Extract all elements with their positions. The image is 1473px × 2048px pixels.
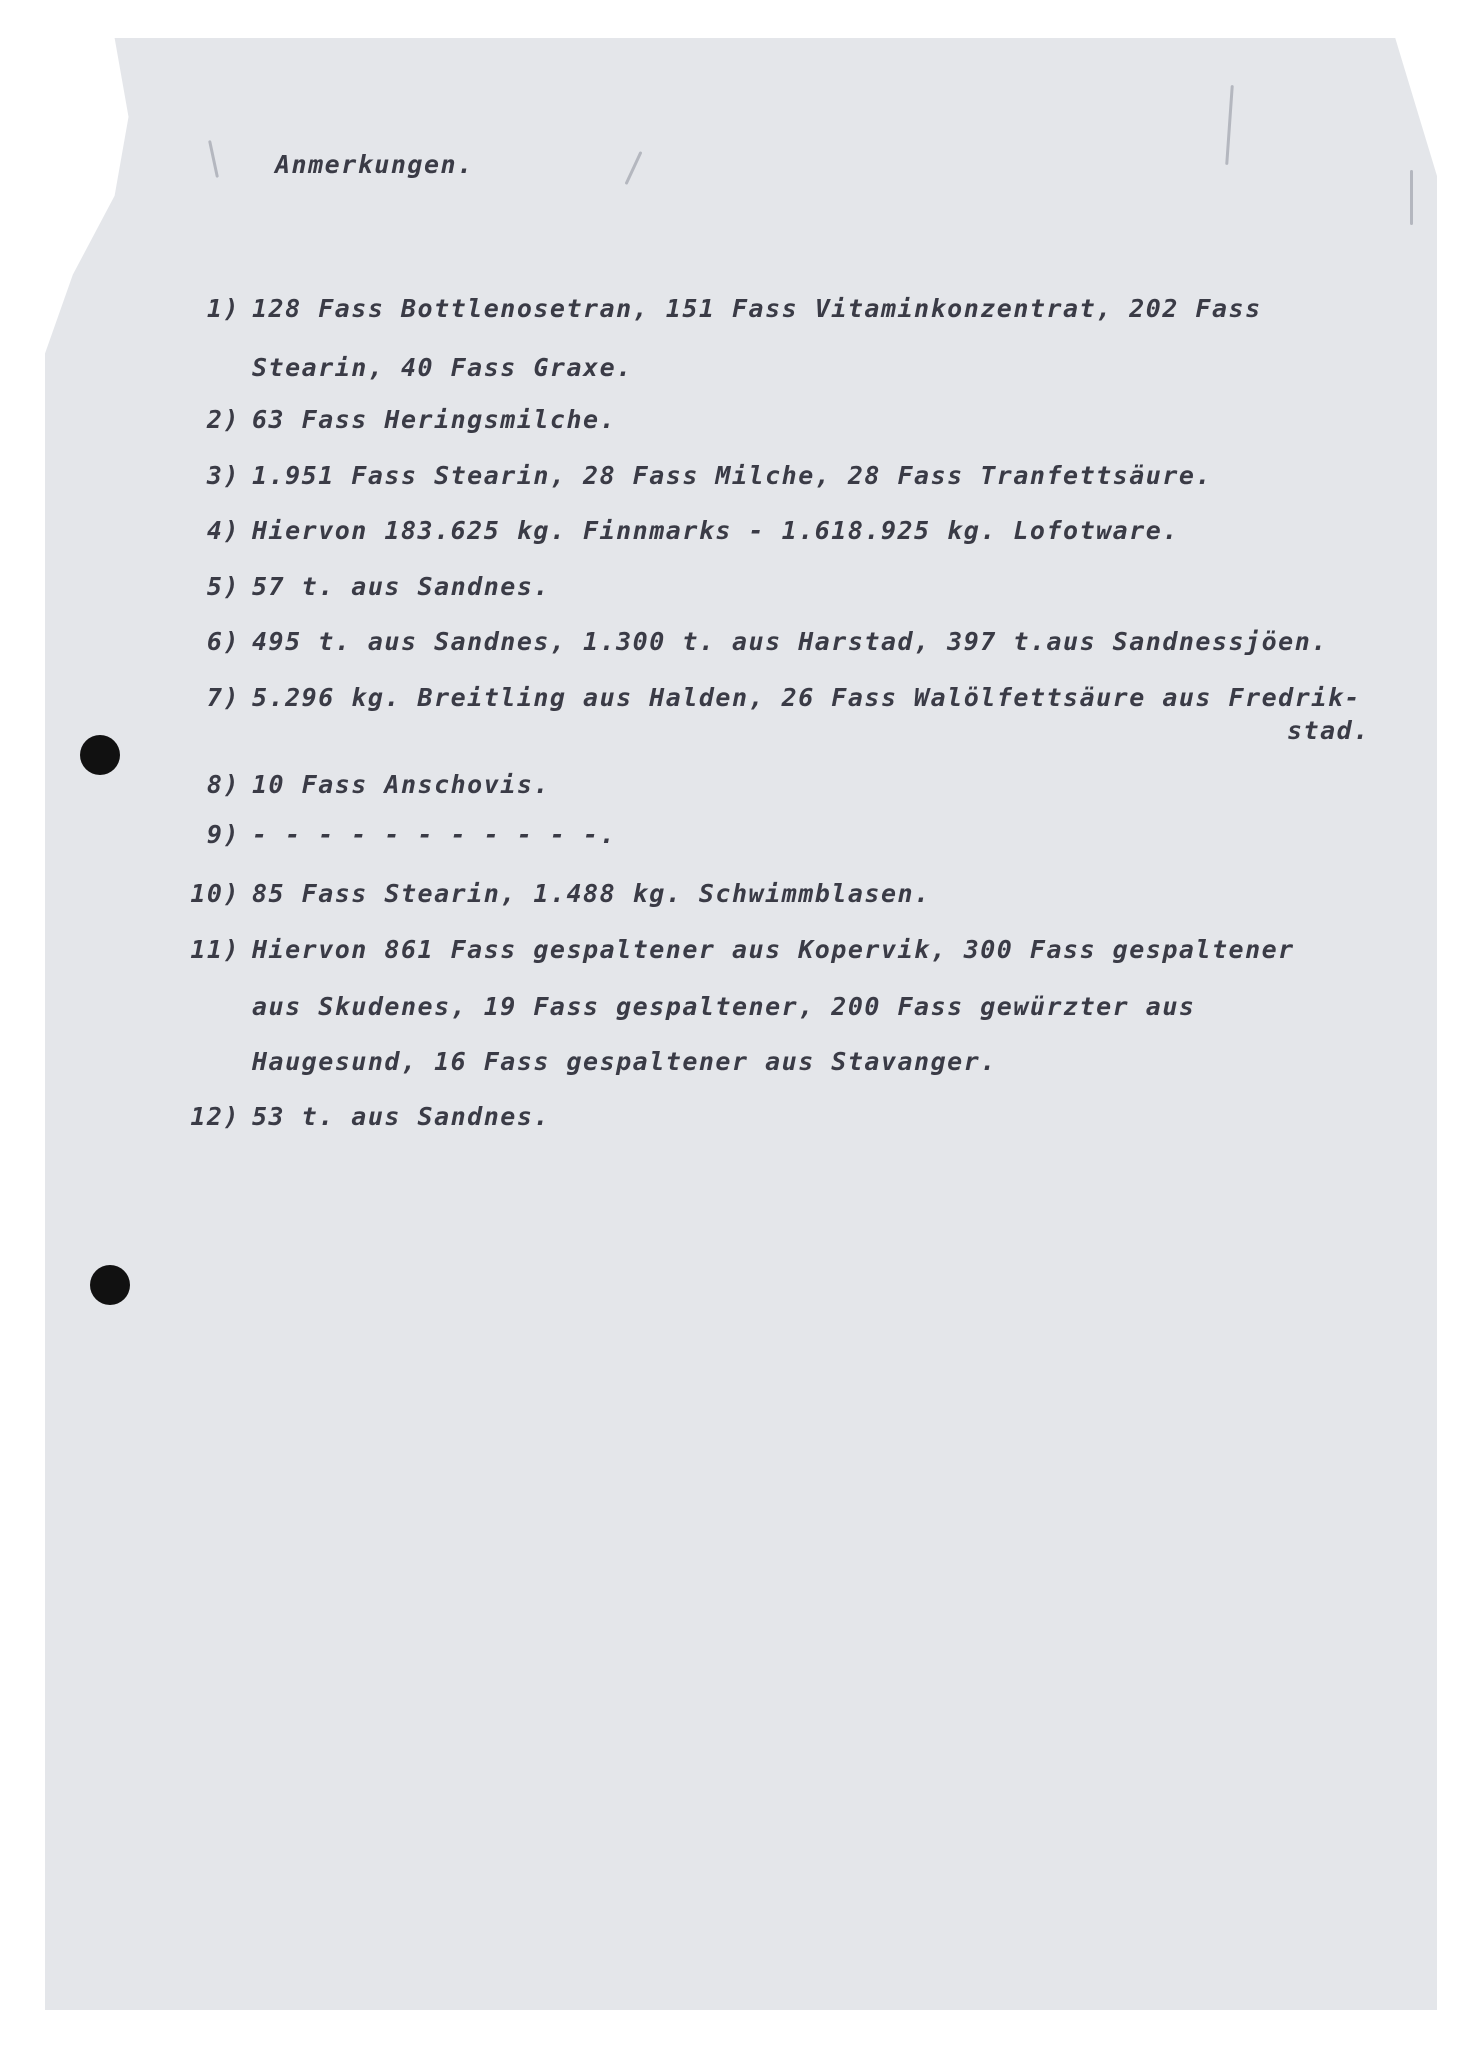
note-text: 63 Fass Heringsmilche. bbox=[252, 405, 617, 434]
note-9 bbox=[170, 820, 616, 850]
note-text: 1.951 Fass Stearin, 28 Fass Milche, 28 Fass Tranfettsäure. bbox=[252, 461, 1212, 490]
note-11-line-3: Haugesund, 16 Fass gespaltener aus Stavanger. bbox=[252, 1047, 997, 1076]
note-6 bbox=[170, 627, 1328, 657]
pencil-mark bbox=[1410, 170, 1413, 225]
note-number: 10) bbox=[190, 879, 240, 908]
note-number: 5) bbox=[206, 572, 240, 601]
note-4 bbox=[170, 516, 1179, 546]
note-text: 10 Fass Anschovis. bbox=[252, 770, 550, 799]
note-text: 5.296 kg. Breitling aus Halden, 26 Fass Walölfettsäure aus Fredrik- bbox=[252, 683, 1361, 712]
note-7-line-1 bbox=[170, 683, 1361, 713]
note-number: 3) bbox=[206, 461, 240, 490]
punch-hole bbox=[90, 1265, 130, 1305]
note-12 bbox=[170, 1102, 550, 1132]
note-number: 1) bbox=[206, 294, 240, 323]
note-text: - - - - - - - - - - -. bbox=[252, 820, 617, 849]
page-heading: Anmerkungen. bbox=[275, 150, 474, 179]
note-1-line-2: Stearin, 40 Fass Graxe. bbox=[252, 353, 633, 382]
note-text: 53 t. aus Sandnes. bbox=[252, 1102, 550, 1131]
note-number: 2) bbox=[206, 405, 240, 434]
note-number: 11) bbox=[190, 935, 240, 964]
note-11-line-1 bbox=[170, 935, 1295, 965]
note-text: 57 t. aus Sandnes. bbox=[252, 572, 550, 601]
punch-hole bbox=[80, 735, 120, 775]
note-5 bbox=[170, 572, 550, 602]
note-number: 12) bbox=[190, 1102, 240, 1131]
note-text: Hiervon 861 Fass gespaltener aus Kopervik, 300 Fass gespaltener bbox=[252, 935, 1295, 964]
note-number: 8) bbox=[206, 770, 240, 799]
note-text: 85 Fass Stearin, 1.488 kg. Schwimmblasen. bbox=[252, 879, 931, 908]
note-3 bbox=[170, 461, 1212, 491]
note-2 bbox=[170, 405, 616, 435]
note-number: 6) bbox=[206, 627, 240, 656]
note-1-line-1 bbox=[170, 294, 1262, 324]
note-8 bbox=[170, 770, 550, 800]
note-text: 495 t. aus Sandnes, 1.300 t. aus Harstad, 397 t.aus Sandnessjöen. bbox=[252, 627, 1328, 656]
note-7-line-2: stad. bbox=[1287, 716, 1370, 745]
paper-sheet bbox=[45, 38, 1437, 2010]
note-text: 128 Fass Bottlenosetran, 151 Fass Vitaminkonzentrat, 202 Fass bbox=[252, 294, 1262, 323]
note-number: 9) bbox=[206, 820, 240, 849]
note-number: 7) bbox=[206, 683, 240, 712]
note-number: 4) bbox=[206, 516, 240, 545]
note-11-line-2: aus Skudenes, 19 Fass gespaltener, 200 Fass gewürzter aus bbox=[252, 992, 1196, 1021]
note-text: Hiervon 183.625 kg. Finnmarks - 1.618.925 kg. Lofotware. bbox=[252, 516, 1179, 545]
note-10 bbox=[170, 879, 931, 909]
